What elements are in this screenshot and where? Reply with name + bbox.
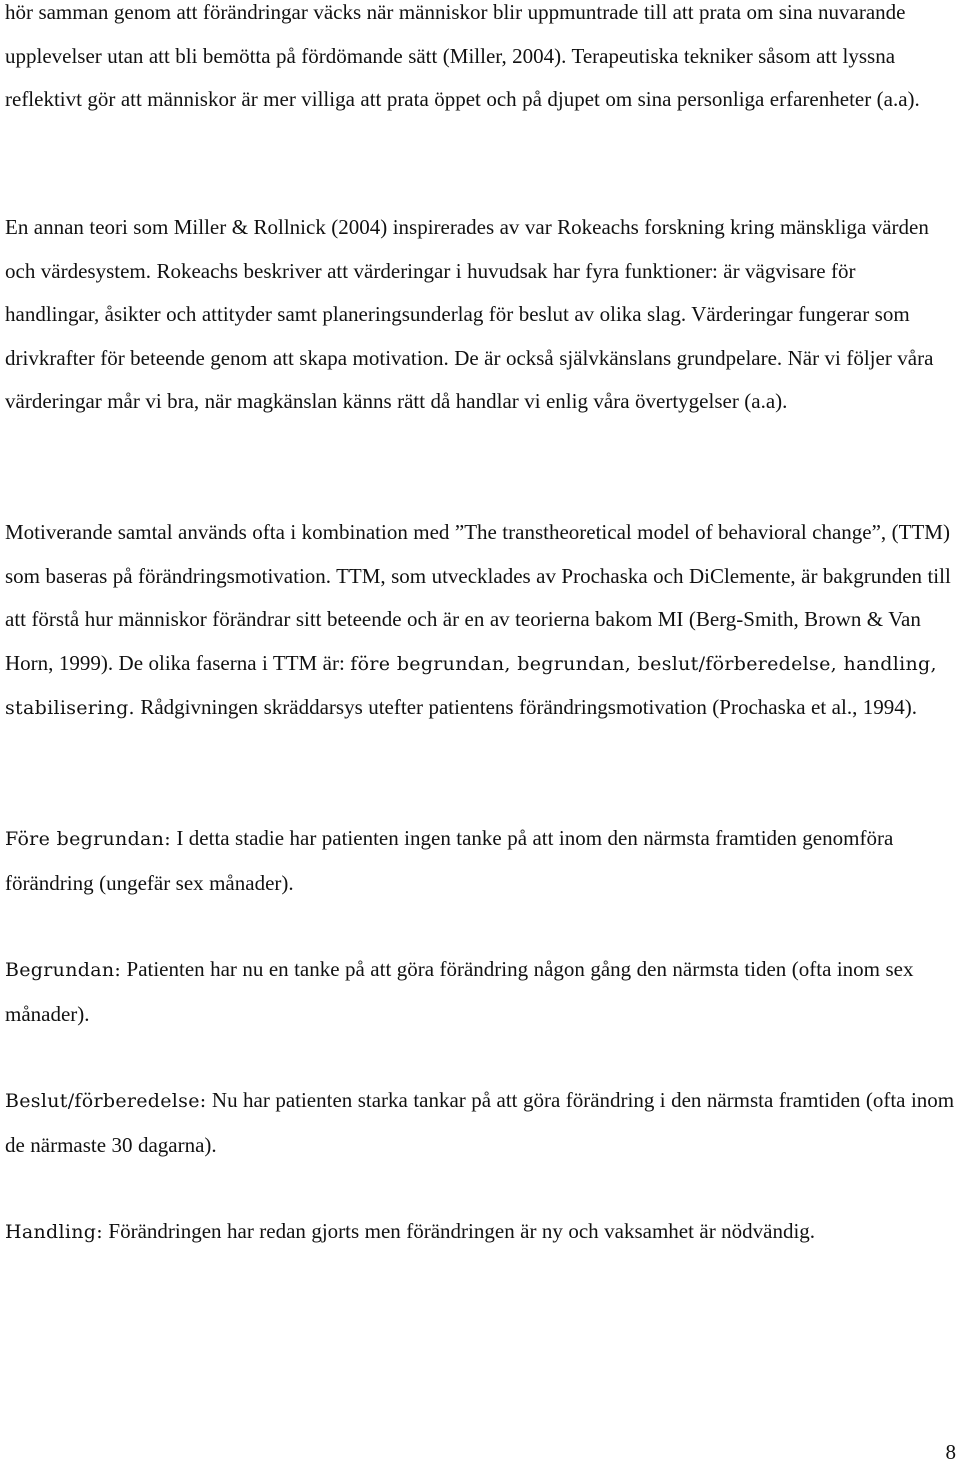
- paragraph-text: Rådgivningen skräddarsys utefter patientens förändringsmotivation (Prochaska et al., 1994).: [134, 695, 918, 719]
- paragraph-change-conversation: [5, 0, 955, 122]
- ttm-stage-list: före begrundan, begrundan, beslut/förberedelse, handling, stabilisering.: [5, 652, 937, 719]
- stage-description: I detta stadie har patienten ingen tanke på att inom den närmsta framtiden genomföra förändring (ungefär sex månader).: [5, 826, 894, 895]
- paragraph-stage-preparation: [5, 1079, 955, 1167]
- page-number: 8: [945, 1440, 956, 1464]
- stage-term: Begrundan:: [5, 959, 122, 981]
- paragraph-text: En annan teori som Miller & Rollnick (2004) inspirerades av var Rokeachs forskning kring mänskliga värden och värdesystem. Rokeachs beskriver att värderingar i huvudsak har fyra funktioner: är vägvisare för handlingar, åsikter och attityder samt planeringsunderlag för beslut av olika slag. Värderingar fungerar som drivkrafter för beteende genom att skapa motivation. De är också självkänslans grundpelare. När vi följer våra värderingar mår vi bra, när magkänslan känns rätt då handlar vi enlig våra övertygelser (a.a).: [5, 215, 934, 413]
- stage-term: Beslut/förberedelse:: [5, 1090, 207, 1112]
- paragraph-stage-precontemplation: [5, 817, 955, 905]
- paragraph-rokeach-values: [5, 206, 955, 424]
- stage-term: Handling:: [5, 1221, 103, 1243]
- stage-description: Förändringen har redan gjorts men förändringen är ny och vaksamhet är nödvändig.: [102, 1219, 816, 1243]
- paragraph-text: Motiverande samtal används ofta i kombination med ”The transtheoretical model of behavioral change”, (TTM) som baseras på förändringsmotivation. TTM, som utvecklades av Prochaska och DiClemente, är bakgrunden till att förstå hur människor förändrar sitt beteende och är en av teorierna bakom MI (Berg-Smith, Brown & Van Horn, 1999). De olika faserna i TTM är:: [5, 520, 951, 675]
- paragraph-text: hör samman genom att förändringar väcks när människor blir uppmuntrade till att prata om sina nuvarande upplevelser utan att bli bemötta på fördömande sätt (Miller, 2004). Terapeutiska tekniker såsom att lyssna reflektivt gör att människor är mer villiga att prata öppet och på djupet om sina personliga erfarenheter (a.a).: [5, 0, 920, 111]
- paragraph-ttm: [5, 511, 955, 731]
- stage-description: Nu har patienten starka tankar på att göra förändring i den närmsta framtiden (ofta inom de närmaste 30 dagarna).: [5, 1088, 955, 1157]
- paragraph-stage-action: [5, 1210, 955, 1255]
- paragraph-stage-contemplation: [5, 948, 955, 1036]
- stage-description: Patienten har nu en tanke på att göra förändring någon gång den närmsta tiden (ofta inom sex månader).: [5, 957, 914, 1026]
- stage-term: Före begrundan:: [5, 828, 171, 850]
